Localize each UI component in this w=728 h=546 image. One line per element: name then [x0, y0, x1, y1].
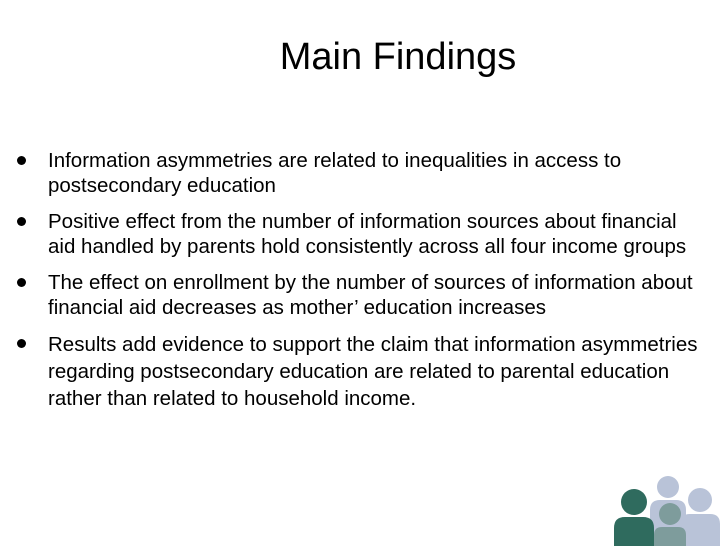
bullet-dot-icon	[17, 278, 26, 287]
person-front-icon	[614, 489, 654, 546]
bullet-item	[0, 148, 728, 198]
bullet-text: Information asymmetries are related to inequalities in access to postsecondary education	[48, 149, 622, 197]
bullet-text: Results add evidence to support the claim that information asymmetries regarding postsecondary education are related to parental education rather than related to household income.	[48, 333, 698, 410]
bullet-dot-icon	[17, 156, 26, 165]
bullet-dot-icon	[17, 217, 26, 226]
bullet-list	[0, 148, 728, 423]
bullet-text: Positive effect from the number of information sources about financial aid handled by parents hold consistently across all four income groups	[48, 210, 687, 258]
bullet-item	[0, 270, 728, 320]
slide-title: Main Findings	[279, 36, 517, 78]
bullet-item	[0, 331, 728, 412]
bullet-item	[0, 209, 728, 259]
people-group-icon	[610, 476, 728, 546]
bullet-text: The effect on enrollment by the number of sources of information about financial aid decreases as mother’ education increases	[48, 271, 693, 319]
bullet-dot-icon	[17, 339, 26, 348]
